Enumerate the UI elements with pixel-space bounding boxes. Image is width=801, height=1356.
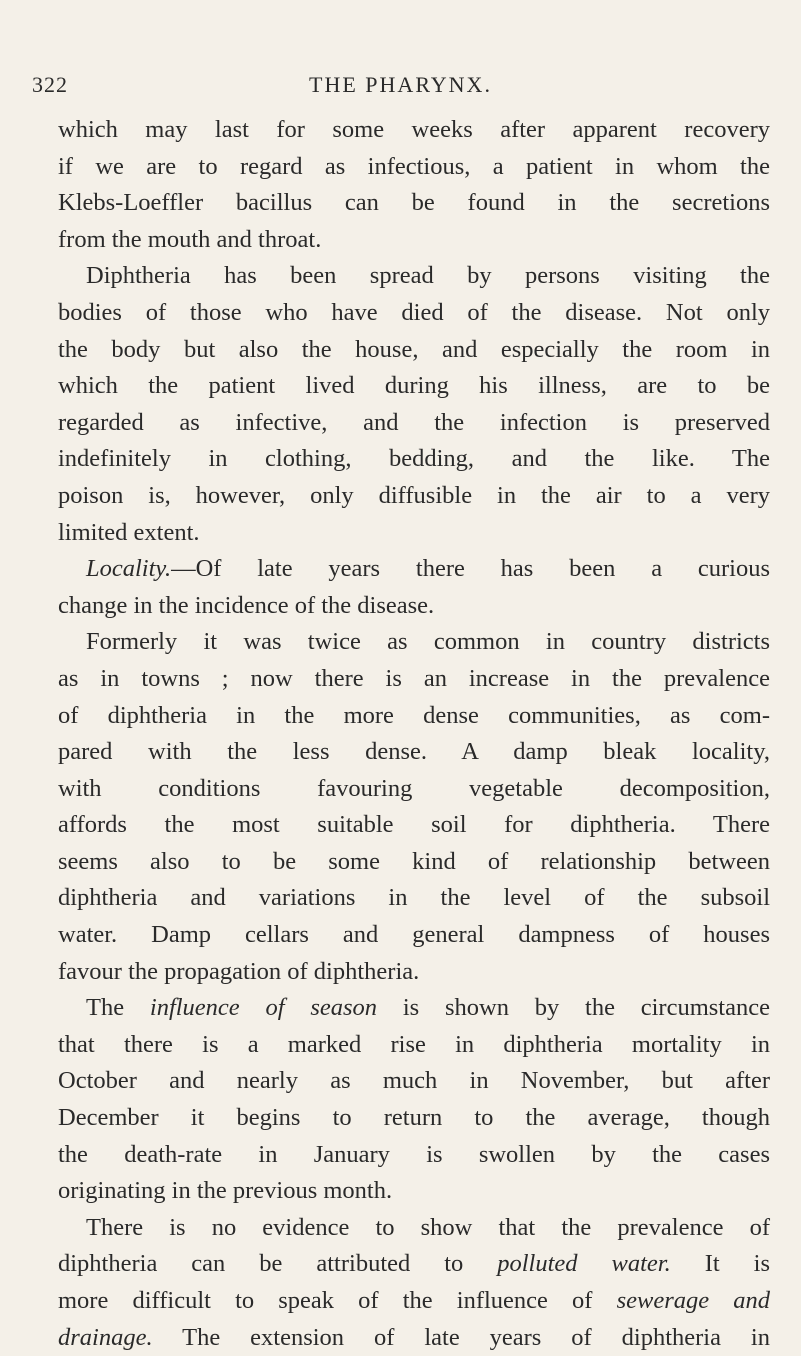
text-line: of diphtheria in the more dense communities, as com-	[58, 701, 770, 729]
text-line: indefinitely in clothing, bedding, and the like. The	[58, 445, 770, 473]
text-line: if we are to regard as infectious, a patient in whom the	[58, 152, 770, 180]
text-line: drainage. The extension of late years of diphtheria in	[58, 1323, 770, 1351]
text-line: water. Damp cellars and general dampness of houses	[58, 921, 770, 949]
text-line: from the mouth and throat.	[58, 225, 322, 253]
italic-term: Locality.	[86, 555, 172, 583]
text-line: Formerly it was twice as common in country districts	[86, 628, 770, 656]
page-number: 322	[32, 72, 68, 97]
text-line: regarded as infective, and the infection is preserved	[58, 408, 770, 436]
text-line: the death-rate in January is swollen by the cases	[58, 1140, 770, 1168]
italic-term: polluted water.	[497, 1250, 671, 1278]
italic-term: drainage.	[58, 1323, 153, 1351]
text-line: There is no evidence to show that the prevalence of	[86, 1213, 770, 1241]
text-line: the body but also the house, and especially the room in	[58, 335, 770, 363]
text-line: bodies of those who have died of the disease. Not only	[58, 298, 770, 326]
text-line: Diphtheria has been spread by persons visiting the	[86, 262, 770, 290]
text-line: diphtheria and variations in the level of the subsoil	[58, 884, 770, 912]
text-line: originating in the previous month.	[58, 1177, 393, 1205]
text-line: poison is, however, only diffusible in the air to a very	[58, 481, 770, 509]
text-line: as in towns ; now there is an increase in the prevalence	[58, 664, 770, 692]
text-line: diphtheria can be attributed to polluted water. It is	[58, 1250, 770, 1278]
italic-term: influence of season	[149, 994, 378, 1022]
text-line: with conditions favouring vegetable decomposition,	[58, 774, 770, 802]
text-line: which may last for some weeks after apparent recovery	[58, 116, 770, 143]
text-line: Klebs-Loeffler bacillus can be found in the secretions	[58, 189, 770, 217]
page-header	[0, 72, 801, 102]
running-title: THE PHARYNX.	[309, 72, 492, 97]
text-line: pared with the less dense. A damp bleak locality,	[58, 738, 770, 766]
text-line: change in the incidence of the disease.	[58, 591, 435, 619]
italic-term: sewerage and	[616, 1287, 770, 1314]
text-line: affords the most suitable soil for diphtheria. There	[58, 811, 770, 839]
text-line: which the patient lived during his illness, are to be	[58, 372, 770, 400]
text-line: more difficult to speak of the influence of sewerage and	[58, 1287, 770, 1314]
text-line: that there is a marked rise in diphtheria mortality in	[58, 1030, 770, 1058]
text-line: Locality.—Of late years there has been a curious	[86, 555, 770, 583]
text-line: seems also to be some kind of relationship between	[58, 847, 770, 875]
text-line: October and nearly as much in November, but after	[58, 1067, 770, 1095]
text-line: limited extent.	[58, 518, 200, 546]
body-text	[58, 112, 770, 1356]
text-line: December it begins to return to the average, though	[58, 1104, 770, 1132]
text-line: favour the propagation of diphtheria.	[58, 957, 420, 985]
text-line: The influence of season is shown by the circumstance	[86, 994, 770, 1022]
